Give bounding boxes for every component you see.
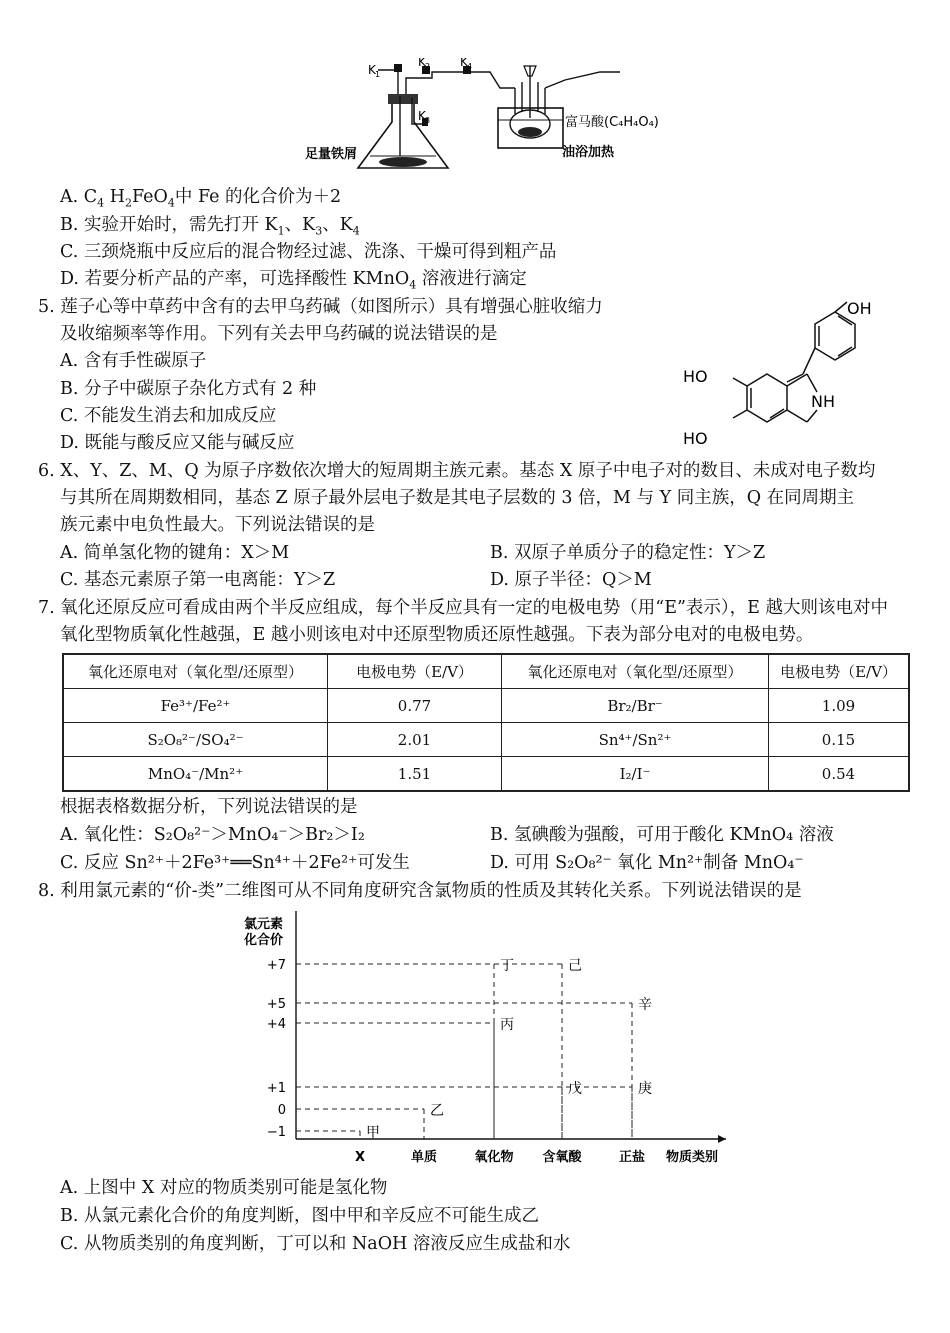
point-label: 乙 [430, 1103, 444, 1119]
svg-text:1: 1 [375, 70, 381, 79]
ho-label-2: HO [683, 429, 708, 448]
q5-stem-1: 5. 莲子心等中草药中含有的去甲乌药碱（如图所示）具有增强心脏收缩力 [38, 297, 603, 317]
ho-label-1: HO [683, 367, 708, 386]
q4-option-a: A. $C_4$ $H_2FeO_4$中 Fe 的化合价为＋2 [60, 187, 342, 210]
q6-option-d: D. 原子半径：Q＞M [490, 570, 652, 590]
q6-option-c: C. 基态元素原子第一电离能：Y＞Z [60, 570, 336, 590]
table-cell: 0.77 [328, 689, 502, 723]
fumaric-label: 富马酸(C₄H₄O₄) [565, 115, 659, 130]
q5-option-b: B. 分子中碳原子杂化方式有 2 种 [60, 379, 317, 399]
norcoclaurine-structure [675, 292, 895, 457]
potential-table [62, 653, 910, 792]
point-label: 辛 [638, 997, 652, 1013]
q7-option-b: B. 氢碘酸为强酸，可用于酸化 KMnO₄ 溶液 [490, 825, 834, 845]
svg-text:4: 4 [467, 62, 473, 71]
iron-label: 足量铁屑 [305, 147, 358, 162]
q5-stem-2: 及收缩频率等作用。下列有关去甲乌药碱的说法错误的是 [60, 324, 498, 344]
k4-label: K [460, 58, 468, 69]
q8-option-a: A. 上图中 X 对应的物质类别可能是氢化物 [60, 1178, 388, 1198]
table-cell: I₂/I⁻ [502, 757, 769, 792]
table-header: 氧化还原电对（氧化型/还原型） [502, 654, 769, 689]
table-cell: 2.01 [328, 723, 502, 757]
x-tick-label: 含氧酸 [542, 1150, 582, 1165]
table-row [63, 723, 909, 757]
y-tick-label: 0 [277, 1103, 286, 1118]
q4-option-c: C. 三颈烧瓶中反应后的混合物经过滤、洗涤、干燥可得到粗产品 [60, 242, 557, 262]
point-label: 丁 [500, 958, 514, 974]
q8-option-c: C. 从物质类别的角度判断，丁可以和 NaOH 溶液反应生成盐和水 [60, 1234, 571, 1254]
table-cell: 1.51 [328, 757, 502, 792]
y-tick-label: +5 [266, 997, 286, 1012]
nh-label: NH [811, 392, 835, 411]
table-cell: 0.15 [769, 723, 910, 757]
q6-stem-1: 6. X、Y、Z、M、Q 为原子序数依次增大的短周期主族元素。基态 X 原子中电子对的数目、未成对电子数均 [38, 461, 876, 481]
table-cell: MnO₄⁻/Mn²⁺ [63, 757, 328, 792]
x-tick-label: 氧化物 [474, 1150, 514, 1165]
q6-stem-2: 与其所在周期数相同，基态 Z 原子最外层电子数是其电子层数的 3 倍，M 与 Y 同主族，Q 在同周期主 [60, 488, 855, 508]
apparatus-figure [300, 58, 680, 178]
q7-after-text: 根据表格数据分析，下列说法错误的是 [60, 797, 358, 817]
table-header-row [63, 654, 909, 689]
y-tick-label: −1 [266, 1125, 286, 1140]
svg-text:3: 3 [425, 116, 431, 125]
q7-stem-1: 7. 氧化还原反应可看成由两个半反应组成，每个半反应具有一定的电极电势（用“E”表示），E 越大则该电对中 [38, 598, 889, 618]
y-tick-label: +7 [266, 958, 286, 973]
table-row [63, 757, 909, 792]
x-axis-arrow [718, 1135, 726, 1143]
q7-stem-2: 氧化型物质氧化性越强，E 越小则该电对中还原型物质还原性越强。下表为部分电对的电极电势。 [60, 625, 814, 645]
table-row [63, 689, 909, 723]
x-tick-label: X [354, 1150, 366, 1165]
y-tick-label: +4 [266, 1017, 286, 1032]
y-tick-label: +1 [266, 1081, 286, 1096]
point-label: 丙 [500, 1017, 514, 1033]
table-cell: S₂O₈²⁻/SO₄²⁻ [63, 723, 328, 757]
table-cell: 0.54 [769, 757, 910, 792]
valence-class-chart [236, 906, 736, 1174]
q7-option-c: C. 反应 Sn²⁺＋2Fe³⁺══Sn⁴⁺＋2Fe²⁺可发生 [60, 853, 410, 873]
table-cell: Sn⁴⁺/Sn²⁺ [502, 723, 769, 757]
q6-stem-3: 族元素中电负性最大。下列说法错误的是 [60, 515, 375, 535]
q5-option-c: C. 不能发生消去和加成反应 [60, 406, 277, 426]
table-cell: 1.09 [769, 689, 910, 723]
q5-option-d: D. 既能与酸反应又能与碱反应 [60, 433, 295, 453]
table-header: 氧化还原电对（氧化型/还原型） [63, 654, 328, 689]
q4-option-b: B. 实验开始时，需先打开 $K_1$、$K_3$、$K_4$ [60, 215, 360, 238]
q7-option-a: A. 氧化性：S₂O₈²⁻＞MnO₄⁻＞Br₂＞I₂ [60, 825, 365, 845]
point-label: 甲 [366, 1125, 380, 1141]
q4-option-d: D. 若要分析产品的产率，可选择酸性 KMnO$_4$ 溶液进行滴定 [60, 269, 527, 292]
q7-option-d: D. 可用 S₂O₈²⁻ 氧化 Mn²⁺制备 MnO₄⁻ [490, 853, 804, 873]
oil-bath-label: 油浴加热 [562, 145, 615, 160]
table-header: 电极电势（E/V） [769, 654, 910, 689]
y-axis-label: 化合价 [244, 933, 284, 948]
k1-label: K [368, 63, 376, 77]
k2-label: K [418, 58, 426, 69]
table-cell: Fe³⁺/Fe²⁺ [63, 689, 328, 723]
oh-label: OH [847, 299, 872, 318]
x-tick-label: 正盐 [618, 1150, 646, 1165]
q6-option-a: A. 简单氢化物的键角：X＞M [60, 543, 290, 563]
table-header: 电极电势（E/V） [328, 654, 502, 689]
svg-text:2: 2 [425, 62, 431, 71]
table-cell: Br₂/Br⁻ [502, 689, 769, 723]
q5-option-a: A. 含有手性碳原子 [60, 351, 207, 371]
y-axis-label: 氯元素 [244, 917, 284, 932]
x-axis-label: 物质类别 [665, 1150, 718, 1165]
k3-label: K [418, 109, 426, 123]
point-label: 戊 [568, 1081, 582, 1097]
x-tick-label: 单质 [410, 1150, 438, 1165]
q8-option-b: B. 从氯元素化合价的角度判断，图中甲和辛反应不可能生成乙 [60, 1206, 539, 1226]
point-label: 庚 [638, 1081, 652, 1097]
point-label: 己 [568, 958, 582, 974]
q6-option-b: B. 双原子单质分子的稳定性：Y＞Z [490, 543, 766, 563]
q8-stem: 8. 利用氯元素的“价-类”二维图可从不同角度研究含氯物质的性质及其转化关系。下列说法错误的是 [38, 881, 802, 901]
